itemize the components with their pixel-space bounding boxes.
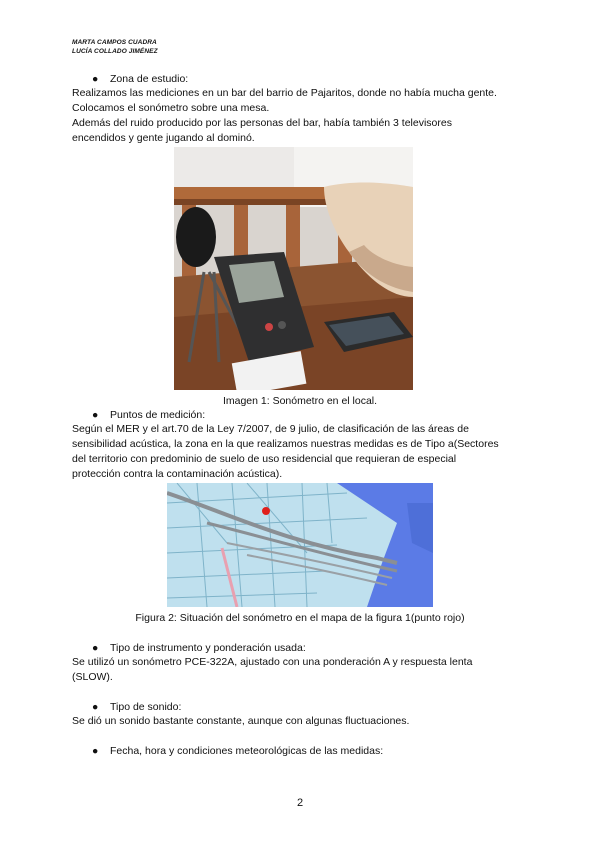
text-line: encendidos y gente jugando al dominó. bbox=[72, 132, 255, 144]
photo-illustration bbox=[174, 147, 413, 390]
sonometer-photo bbox=[174, 147, 413, 390]
bullet-instrumento bbox=[92, 641, 306, 655]
location-map bbox=[167, 483, 433, 607]
bullet-dot: ● bbox=[92, 642, 99, 654]
authors-header bbox=[72, 38, 158, 56]
bullet-instrumento-label: Tipo de instrumento y ponderación usada: bbox=[110, 642, 306, 654]
bullet-sonido-label: Tipo de sonido: bbox=[110, 701, 182, 713]
figure1-caption: Imagen 1: Sonómetro en el local. bbox=[222, 395, 378, 407]
figure2-caption: Figura 2: Situación del sonómetro en el mapa de la figura 1(punto rojo) bbox=[135, 612, 465, 624]
text-line: Además del ruido producido por las personas del bar, había también 3 televisores bbox=[72, 117, 452, 129]
author-1: MARTA CAMPOS CUADRA bbox=[72, 39, 157, 46]
sonometer-location-marker bbox=[262, 507, 270, 515]
paragraph-instrumento bbox=[72, 655, 532, 685]
bullet-dot: ● bbox=[92, 701, 99, 713]
page-number: 2 bbox=[296, 797, 304, 809]
paragraph-sonido bbox=[72, 714, 532, 729]
bullet-dot: ● bbox=[92, 73, 99, 85]
text-line: Se utilizó un sonómetro PCE-322A, ajustado con una ponderación A y respuesta lenta bbox=[72, 656, 473, 668]
text-line: Colocamos el sonómetro sobre una mesa. bbox=[72, 102, 270, 114]
bullet-zona bbox=[92, 72, 188, 86]
bullet-puntos-label: Puntos de medición: bbox=[110, 409, 206, 421]
bullet-puntos bbox=[92, 408, 205, 422]
map-illustration bbox=[167, 483, 433, 607]
paragraph-zona bbox=[72, 86, 532, 146]
text-line: sensibilidad acústica, la zona en la que realizamos nuestras medidas es de Tipo a(Sectores bbox=[72, 438, 499, 450]
text-line: Se dió un sonido bastante constante, aunque con algunas fluctuaciones. bbox=[72, 715, 410, 727]
bullet-zona-label: Zona de estudio: bbox=[110, 73, 189, 85]
bullet-fecha bbox=[92, 744, 383, 758]
bullet-sonido bbox=[92, 700, 181, 714]
bullet-dot: ● bbox=[92, 409, 99, 421]
bullet-fecha-label: Fecha, hora y condiciones meteorológicas de las medidas: bbox=[110, 745, 384, 757]
text-line: del territorio con predominio de suelo de uso residencial que requieran de especial bbox=[72, 453, 457, 465]
text-line: Realizamos las mediciones en un bar del barrio de Pajaritos, donde no había mucha gente. bbox=[72, 87, 497, 99]
paragraph-puntos bbox=[72, 422, 532, 482]
text-line: (SLOW). bbox=[72, 671, 113, 683]
text-line: Según el MER y el art.70 de la Ley 7/2007, de 9 julio, de clasificación de las áreas de bbox=[72, 423, 469, 435]
author-2: LUCÍA COLLADO JIMÉNEZ bbox=[72, 48, 158, 55]
bullet-dot: ● bbox=[92, 745, 99, 757]
text-line: protección contra la contaminación acústica). bbox=[72, 468, 283, 480]
